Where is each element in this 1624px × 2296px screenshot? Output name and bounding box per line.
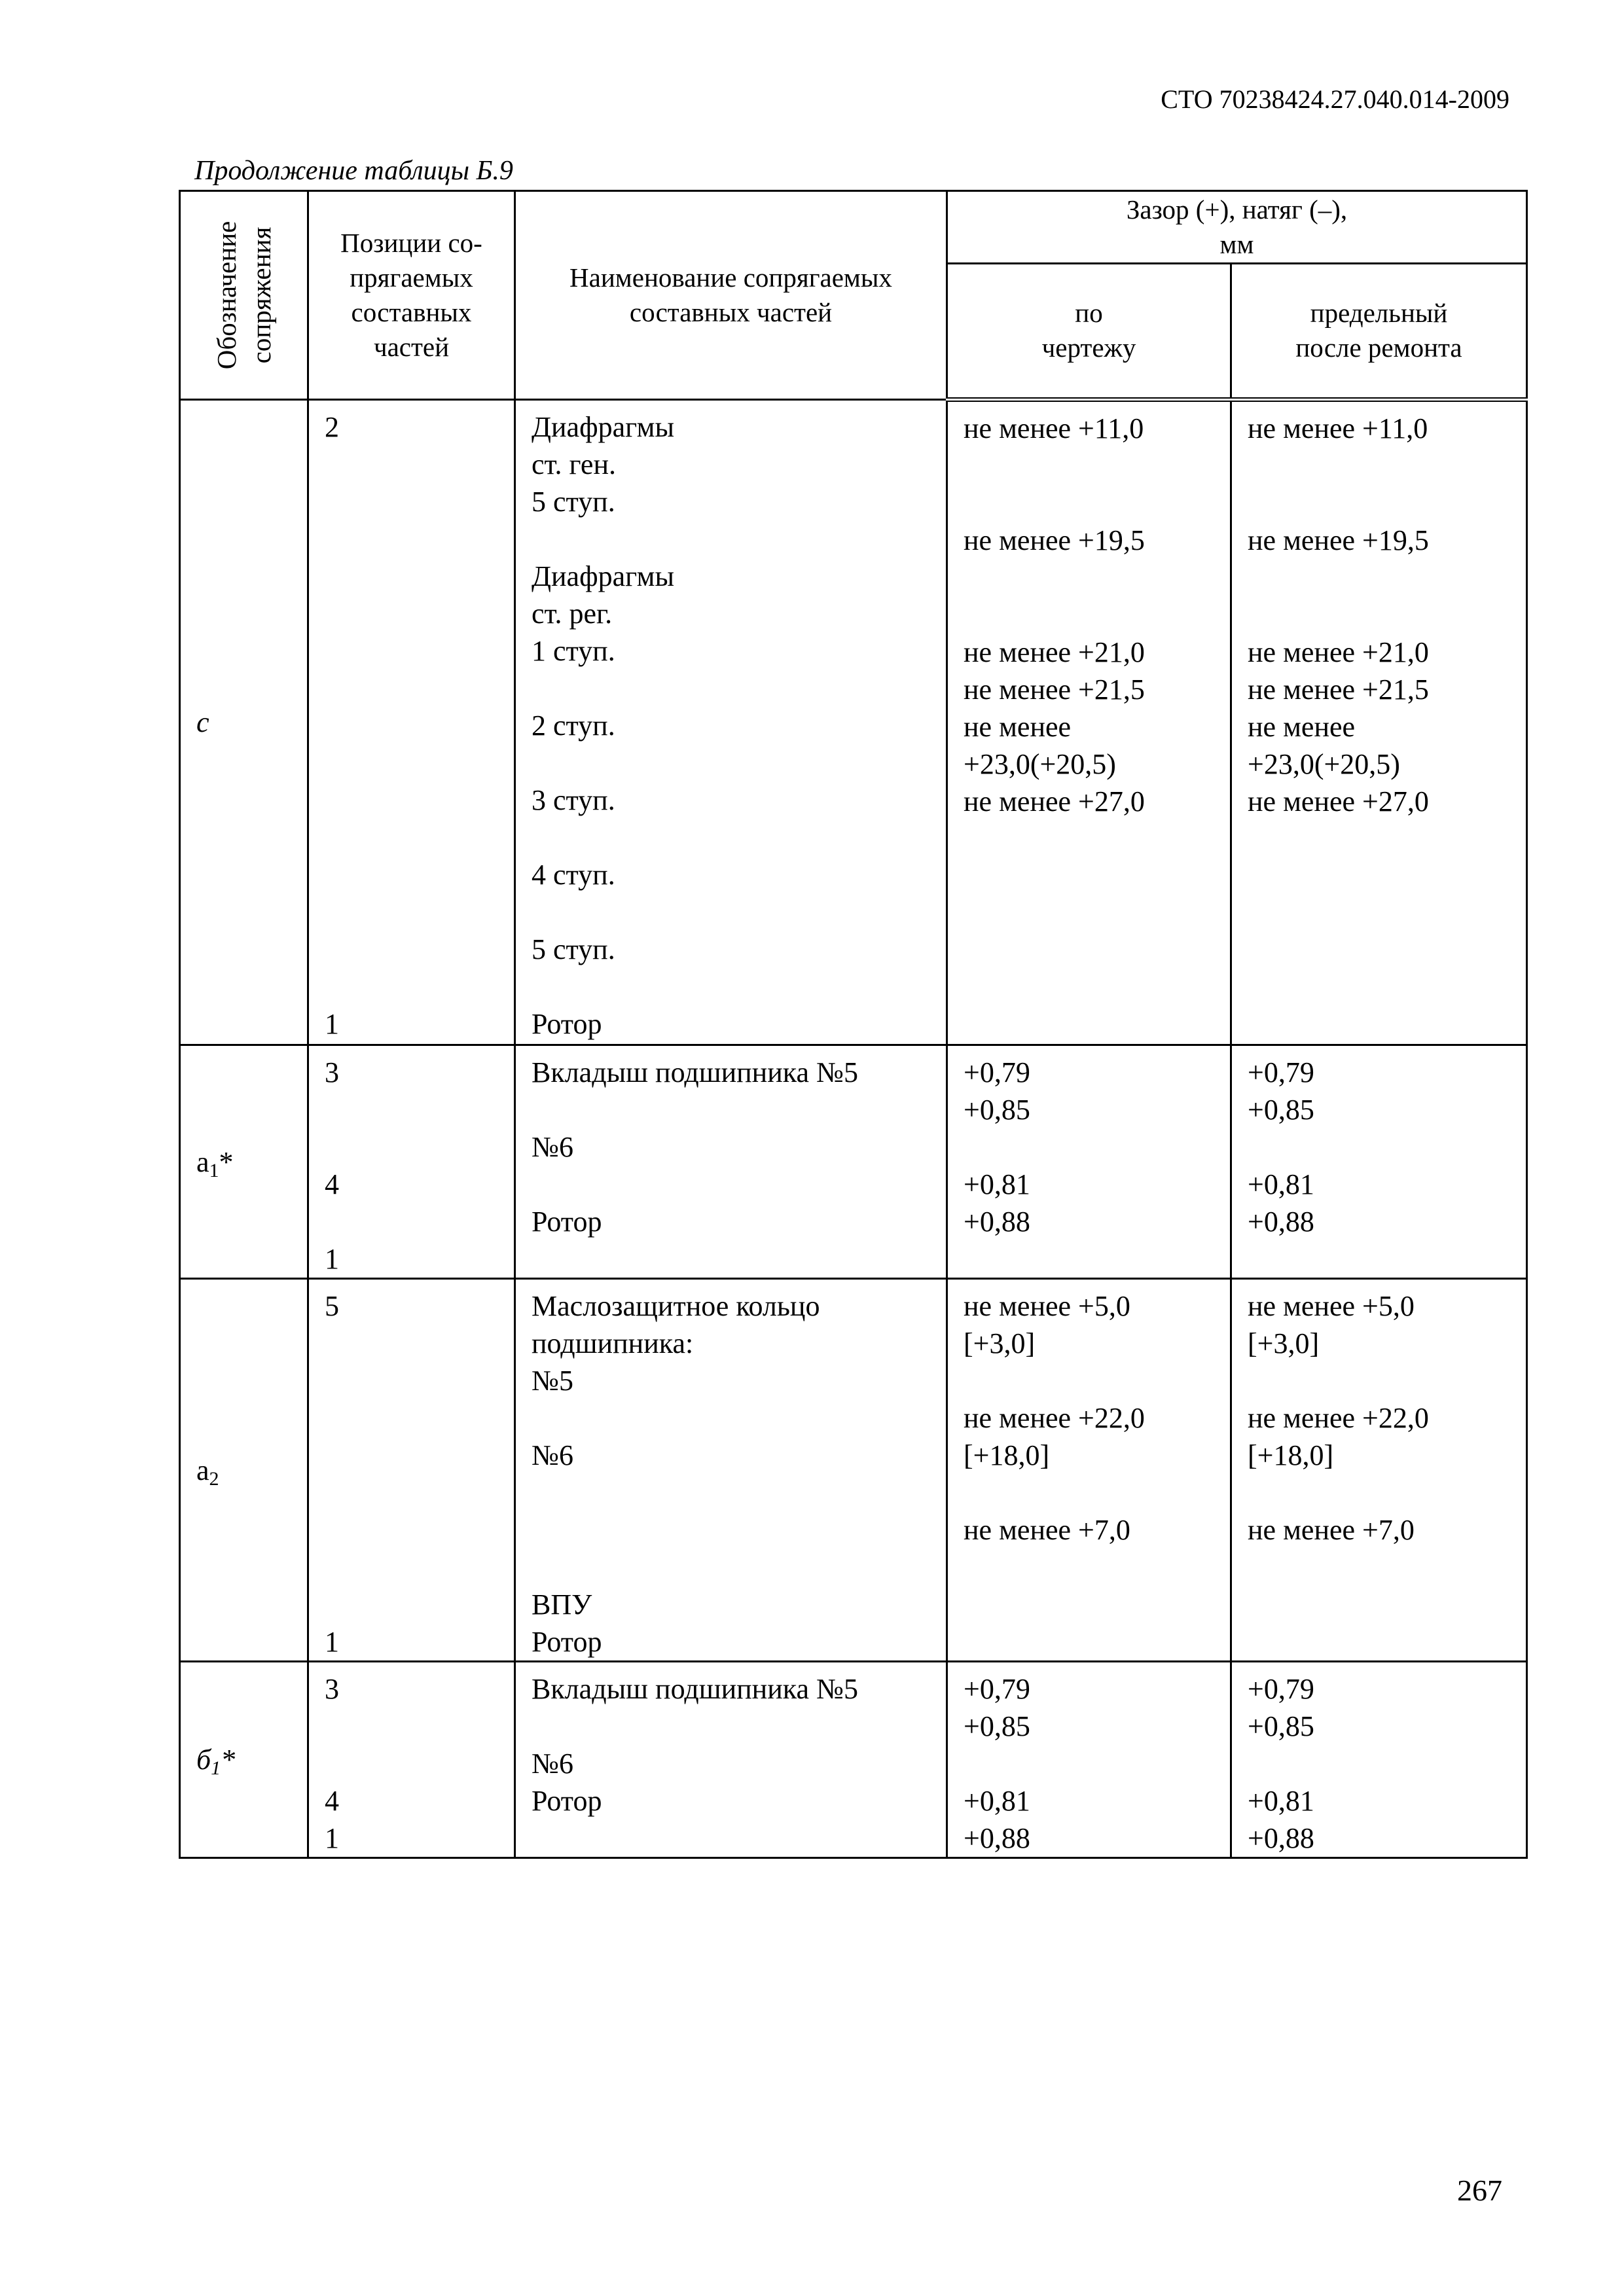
limit-value: +0,85 <box>1248 1094 1314 1126</box>
header-positions <box>308 191 515 400</box>
limit-value-cell <box>1231 1279 1527 1662</box>
limit-value: +0,79 <box>1248 1056 1314 1088</box>
joint-code: а <box>196 1145 209 1178</box>
limit-value: +0,88 <box>1248 1206 1314 1238</box>
position-value: 1 <box>325 1626 339 1658</box>
drawing-value: [+3,0] <box>964 1327 1036 1359</box>
position-value <box>325 1091 514 1128</box>
joint-code-index: 1 <box>209 1159 219 1181</box>
position-value <box>325 893 514 931</box>
position-value <box>325 856 514 893</box>
position-cell <box>308 1662 515 1858</box>
header-by-drawing-line: чертежу <box>1041 332 1136 363</box>
limit-value: не менее +21,5 <box>1248 673 1429 706</box>
position-value <box>325 1511 514 1549</box>
position-cell <box>308 1279 515 1662</box>
position-value <box>325 1745 514 1782</box>
position-value <box>325 707 514 744</box>
drawing-value: +0,79 <box>964 1056 1030 1088</box>
joint-code-mark: * <box>221 1744 236 1776</box>
position-value <box>325 446 514 483</box>
position-value <box>325 1203 514 1240</box>
drawing-value <box>964 447 1230 484</box>
position-value: 3 <box>325 1056 339 1088</box>
header-names <box>515 191 947 400</box>
position-cell <box>308 1045 515 1279</box>
position-value: 4 <box>325 1168 339 1200</box>
drawing-value <box>964 1745 1230 1782</box>
position-value <box>325 520 514 558</box>
drawing-value <box>964 1586 1230 1623</box>
limit-value <box>1248 1623 1526 1660</box>
part-name <box>532 1091 946 1128</box>
limit-value: не менее +5,0 <box>1248 1290 1415 1322</box>
part-name: ст. рег. <box>532 598 613 630</box>
joint-code: а <box>196 1454 209 1486</box>
limit-value: не менее +7,0 <box>1248 1514 1415 1546</box>
limit-value: +0,79 <box>1248 1673 1314 1705</box>
limit-value <box>1248 484 1526 522</box>
drawing-value: не менее +7,0 <box>964 1514 1130 1546</box>
limit-value <box>1248 1128 1526 1166</box>
drawing-value: не менее <box>964 711 1072 743</box>
drawing-value <box>964 932 1230 969</box>
position-value <box>325 1399 514 1437</box>
position-value <box>325 558 514 595</box>
drawing-value <box>964 1128 1230 1166</box>
joint-code-index: 1 <box>211 1757 221 1779</box>
drawing-value <box>964 559 1230 596</box>
part-name: Маслозащитное кольцо <box>532 1290 820 1322</box>
part-name: 4 ступ. <box>532 859 615 891</box>
limit-value: [+18,0] <box>1248 1439 1334 1471</box>
part-name <box>532 819 946 856</box>
position-value <box>325 670 514 707</box>
part-name: №6 <box>532 1131 573 1163</box>
drawing-value <box>964 1623 1230 1660</box>
limit-value <box>1248 1474 1526 1511</box>
position-value: 1 <box>325 1008 339 1040</box>
part-name <box>532 1166 946 1203</box>
drawing-value: +0,81 <box>964 1785 1030 1817</box>
position-value <box>325 744 514 781</box>
position-value: 1 <box>325 1243 339 1275</box>
joint-designation <box>180 1279 308 1662</box>
part-name <box>532 744 946 781</box>
limit-value: не менее +21,0 <box>1248 636 1429 668</box>
header-limit-line: предельный <box>1310 298 1448 329</box>
part-name: Вкладыш подшипника №5 <box>532 1056 858 1088</box>
part-name: Диафрагмы <box>532 560 675 592</box>
joint-designation <box>180 1045 308 1279</box>
drawing-value: +0,85 <box>964 1094 1030 1126</box>
part-name: Ротор <box>532 1785 602 1817</box>
limit-value: не менее +11,0 <box>1248 412 1428 444</box>
header-names-line: составных частей <box>629 297 833 327</box>
drawing-value: не менее +21,0 <box>964 636 1145 668</box>
drawing-value <box>964 1240 1230 1278</box>
joint-code-mark: * <box>219 1145 234 1178</box>
part-name: 3 ступ. <box>532 784 615 816</box>
part-name: Ротор <box>532 1626 602 1658</box>
drawing-value: +0,79 <box>964 1673 1030 1705</box>
limit-value-cell <box>1231 1045 1527 1279</box>
joint-code: б <box>196 1744 211 1776</box>
drawing-value-cell <box>947 1045 1231 1279</box>
drawing-value <box>964 1474 1230 1511</box>
position-value <box>325 1549 514 1586</box>
drawing-value <box>964 596 1230 634</box>
header-names-line: Наименование сопрягаемых <box>569 262 892 293</box>
header-limit-line: после ремонта <box>1295 332 1462 363</box>
table-row <box>180 400 1527 1045</box>
position-value <box>325 931 514 968</box>
limit-value: +0,88 <box>1248 1822 1314 1854</box>
drawing-value-cell <box>947 1279 1231 1662</box>
position-value <box>325 1708 514 1745</box>
position-value <box>325 1586 514 1623</box>
drawing-value <box>964 484 1230 522</box>
header-gap-line: Зазор (+), натяг (–), <box>1126 194 1348 224</box>
part-name: 5 ступ. <box>532 486 615 518</box>
drawing-value: не менее +27,0 <box>964 785 1145 817</box>
drawing-value <box>964 1362 1230 1399</box>
limit-value: +0,85 <box>1248 1710 1314 1742</box>
drawing-value: +23,0(+20,5) <box>964 748 1116 780</box>
part-name: 2 ступ. <box>532 709 615 742</box>
header-by-drawing-line: по <box>1075 298 1103 329</box>
drawing-value: +0,85 <box>964 1710 1030 1742</box>
part-name: подшипника: <box>532 1327 694 1359</box>
drawing-value <box>964 857 1230 895</box>
part-name <box>532 1511 946 1549</box>
drawing-value <box>964 820 1230 857</box>
part-name: Вкладыш подшипника №5 <box>532 1673 858 1705</box>
limit-value: не менее <box>1248 711 1356 743</box>
header-gap-line: мм <box>1219 228 1254 259</box>
limit-value: не менее +27,0 <box>1248 785 1429 817</box>
position-value <box>325 483 514 520</box>
header-designation <box>180 191 308 400</box>
part-name: №5 <box>532 1365 573 1397</box>
joint-designation <box>180 1662 308 1858</box>
drawing-value-cell <box>947 400 1231 1045</box>
limit-value: +0,81 <box>1248 1785 1314 1817</box>
position-value: 1 <box>325 1822 339 1854</box>
header-positions-line: прягаемых <box>350 262 473 293</box>
drawing-value: не менее +22,0 <box>964 1402 1145 1434</box>
position-value: 2 <box>325 411 339 443</box>
limit-value <box>1248 1745 1526 1782</box>
position-value <box>325 595 514 632</box>
position-value: 5 <box>325 1290 339 1322</box>
header-gap-group <box>947 191 1527 264</box>
part-name-cell <box>515 1279 947 1662</box>
part-name: ст. ген. <box>532 448 616 480</box>
limit-value: [+3,0] <box>1248 1327 1320 1359</box>
header-by-drawing <box>947 263 1231 399</box>
position-value: 4 <box>325 1785 339 1817</box>
position-value <box>325 1437 514 1474</box>
joint-designation <box>180 400 308 1045</box>
part-name: ВПУ <box>532 1588 592 1621</box>
part-name: Ротор <box>532 1008 602 1040</box>
limit-value <box>1248 1362 1526 1399</box>
limit-value <box>1248 820 1526 857</box>
limit-value: не менее +19,5 <box>1248 524 1429 556</box>
drawing-value: не менее +21,5 <box>964 673 1145 706</box>
header-positions-line: Позиции со- <box>340 228 482 258</box>
table-row <box>180 1045 1527 1279</box>
limit-value <box>1248 559 1526 596</box>
part-name: №6 <box>532 1748 573 1780</box>
position-cell <box>308 400 515 1045</box>
page-number: 267 <box>1457 2174 1502 2207</box>
limit-value <box>1248 1586 1526 1623</box>
part-name-cell <box>515 1045 947 1279</box>
limit-value-cell <box>1231 1662 1527 1858</box>
drawing-value <box>964 1549 1230 1586</box>
table-caption: Продолжение таблицы Б.9 <box>194 156 513 186</box>
position-value <box>325 632 514 670</box>
limit-value: не менее +22,0 <box>1248 1402 1429 1434</box>
limit-value: +0,81 <box>1248 1168 1314 1200</box>
position-value: 3 <box>325 1673 339 1705</box>
limit-value <box>1248 447 1526 484</box>
table-body <box>180 400 1527 1858</box>
position-value <box>325 968 514 1005</box>
header-designation-line: сопряжения <box>245 226 276 364</box>
part-name <box>532 1549 946 1586</box>
drawing-value: не менее +19,5 <box>964 524 1145 556</box>
clearance-table <box>179 190 1528 1859</box>
joint-code: с <box>196 706 209 738</box>
part-name <box>532 1474 946 1511</box>
limit-value <box>1248 895 1526 932</box>
drawing-value: +0,81 <box>964 1168 1030 1200</box>
part-name-cell <box>515 1662 947 1858</box>
table-row <box>180 1279 1527 1662</box>
header-positions-line: частей <box>373 332 450 362</box>
part-name <box>532 1820 946 1857</box>
position-value <box>325 1128 514 1166</box>
position-value <box>325 1325 514 1362</box>
drawing-value <box>964 1007 1230 1044</box>
drawing-value: не менее +5,0 <box>964 1290 1130 1322</box>
part-name <box>532 968 946 1005</box>
limit-value <box>1248 932 1526 969</box>
part-name <box>532 1240 946 1278</box>
part-name: Ротор <box>532 1206 602 1238</box>
position-value <box>325 1362 514 1399</box>
limit-value <box>1248 1007 1526 1044</box>
table-row <box>180 1662 1527 1858</box>
part-name: №6 <box>532 1439 573 1471</box>
drawing-value: +0,88 <box>964 1822 1030 1854</box>
part-name: Диафрагмы <box>532 411 675 443</box>
limit-value <box>1248 857 1526 895</box>
joint-code-index: 2 <box>209 1467 219 1490</box>
drawing-value: не менее +11,0 <box>964 412 1144 444</box>
position-value <box>325 819 514 856</box>
limit-value <box>1248 969 1526 1007</box>
drawing-value <box>964 895 1230 932</box>
limit-value <box>1248 1549 1526 1586</box>
drawing-value-cell <box>947 1662 1231 1858</box>
drawing-value <box>964 969 1230 1007</box>
part-name <box>532 1399 946 1437</box>
part-name-cell <box>515 400 947 1045</box>
header-limit <box>1231 263 1527 399</box>
header-positions-line: составных <box>351 297 472 327</box>
part-name: 5 ступ. <box>532 933 615 965</box>
drawing-value: [+18,0] <box>964 1439 1050 1471</box>
limit-value <box>1248 596 1526 634</box>
document-code: СТО 70238424.27.040.014-2009 <box>1161 84 1509 114</box>
drawing-value: +0,88 <box>964 1206 1030 1238</box>
part-name <box>532 520 946 558</box>
part-name <box>532 1708 946 1745</box>
position-value <box>325 781 514 819</box>
header-designation-line: Обозначение <box>211 221 242 370</box>
limit-value-cell <box>1231 400 1527 1045</box>
part-name <box>532 670 946 707</box>
limit-value: +23,0(+20,5) <box>1248 748 1400 780</box>
limit-value <box>1248 1240 1526 1278</box>
part-name: 1 ступ. <box>532 635 615 667</box>
position-value <box>325 1474 514 1511</box>
part-name <box>532 893 946 931</box>
